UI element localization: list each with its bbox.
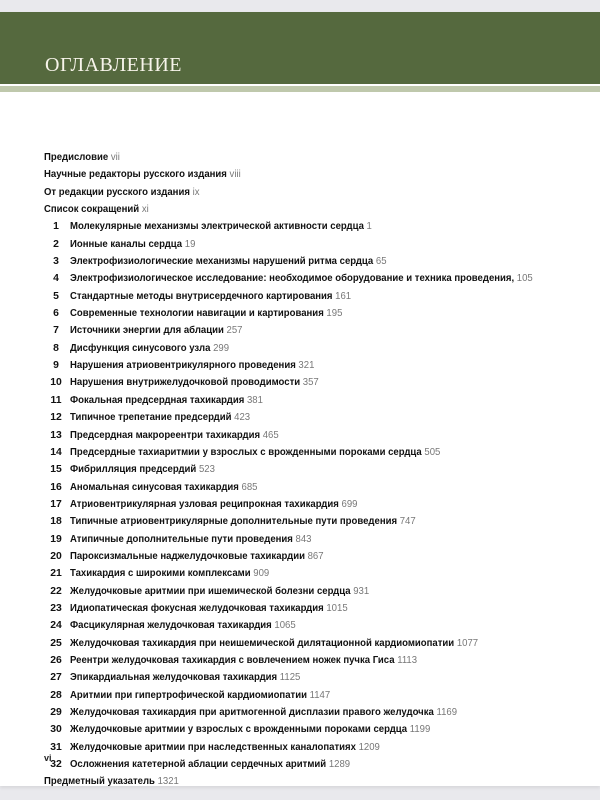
chapter-title: Электрофизиологические механизмы нарушений ритма сердца [70, 256, 374, 268]
toc-entry-title: Научные редакторы русского издания [44, 169, 227, 181]
chapter-entry[interactable] [44, 583, 584, 600]
chapter-title: Тахикардия с широкими комплексами [70, 568, 251, 580]
chapter-entry[interactable] [44, 513, 584, 530]
chapter-title: Аритмии при гипертрофической кардиомиопатии [70, 689, 307, 701]
chapter-page-number: 19 [184, 238, 196, 250]
chapter-number: 22 [50, 585, 62, 597]
chapter-page-number: 195 [326, 308, 343, 320]
chapter-page-number: 161 [335, 290, 352, 302]
toc-page-number: ix [192, 186, 200, 198]
chapter-title: Желудочковая тахикардия при аритмогенной дисплазии правого желудочка [70, 707, 434, 718]
chapter-page-number: 1125 [279, 672, 301, 684]
chapter-number: 11 [50, 394, 62, 406]
chapter-page-number: 1209 [358, 741, 380, 753]
toc-entry-title: Предметный указатель [44, 776, 155, 788]
chapter-text [70, 669, 300, 686]
chapter-page-number: 843 [295, 533, 312, 545]
chapter-title: Современные технологии навигации и картирования [70, 308, 324, 320]
chapter-page-number: 699 [341, 498, 358, 510]
chapter-title: Реентри желудочковая тахикардия с вовлечением ножек пучка Гиса [70, 654, 395, 666]
chapter-page-number: 1065 [274, 620, 296, 632]
chapter-entry[interactable] [44, 669, 584, 686]
chapter-text [70, 322, 242, 339]
chapter-number: 9 [53, 360, 59, 372]
chapter-entry[interactable] [44, 218, 584, 235]
chapter-page-number: 1169 [436, 707, 458, 718]
chapter-entry[interactable] [44, 427, 584, 444]
chapter-number: 8 [53, 342, 59, 354]
chapter-number: 20 [50, 550, 62, 562]
chapter-number: 13 [50, 429, 62, 441]
chapter-number: 32 [50, 759, 62, 771]
chapter-page-number: 909 [253, 568, 270, 580]
chapter-text [70, 496, 357, 513]
chapter-number: 16 [50, 481, 62, 493]
chapter-page-number: 523 [198, 464, 215, 476]
chapter-number: 28 [50, 689, 62, 701]
toc-page-number: xi [141, 204, 149, 216]
toc-entry[interactable] [44, 773, 584, 790]
toc-entry[interactable] [44, 166, 584, 183]
chapter-title: Типичные атриовентрикулярные дополнительные пути проведения [70, 516, 398, 528]
chapter-text [70, 583, 369, 600]
chapter-text [70, 687, 330, 704]
toc-entry-title: Предисловие [44, 152, 109, 163]
chapter-text [70, 374, 319, 391]
chapter-page-number: 1289 [328, 759, 351, 771]
toc-page-number: 1321 [157, 776, 179, 788]
chapter-page-number: 299 [213, 342, 230, 354]
chapter-text [70, 635, 478, 652]
chapter-number: 17 [50, 498, 62, 510]
chapter-entry[interactable] [44, 409, 584, 426]
chapter-page-number: 1199 [409, 724, 431, 736]
chapter-text [70, 270, 533, 287]
chapter-text [70, 565, 269, 582]
chapter-page-number: 1015 [326, 602, 348, 614]
chapter-text [70, 444, 440, 461]
table-of-contents [44, 149, 584, 791]
chapter-text [70, 340, 229, 357]
chapter-number: 10 [50, 377, 62, 389]
chapter-page-number: 105 [516, 273, 533, 285]
chapter-page-number: 747 [399, 516, 416, 528]
chapter-title: Нарушения атриовентрикулярного проведения [70, 360, 296, 372]
chapter-number: 25 [50, 637, 62, 649]
chapter-text [70, 288, 351, 305]
chapter-title: Фокальная предсердная тахикардия [70, 394, 245, 406]
chapter-title: Желудочковые аритмии при ишемической болезни сердца [70, 585, 351, 597]
chapter-page-number: 465 [262, 429, 279, 441]
toc-entry[interactable] [44, 184, 584, 201]
chapter-number: 4 [53, 273, 59, 285]
chapter-entry[interactable] [44, 548, 584, 565]
toc-entry[interactable] [44, 201, 584, 218]
chapter-text [70, 218, 372, 235]
chapter-text [70, 513, 416, 530]
chapter-entry[interactable] [44, 687, 584, 704]
chapter-number: 12 [50, 412, 62, 424]
chapter-text [70, 704, 457, 721]
chapter-entry[interactable] [44, 531, 584, 548]
chapter-title: Осложнения катетерной аблации сердечных аритмий [70, 759, 327, 771]
toc-entry-text [44, 184, 199, 201]
chapter-number: 6 [53, 308, 59, 320]
chapter-number: 14 [50, 446, 62, 458]
chapter-page-number: 321 [298, 360, 315, 372]
chapter-entry[interactable] [44, 288, 584, 305]
chapter-entry[interactable] [44, 565, 584, 582]
chapter-number: 30 [50, 724, 62, 736]
chapter-entry[interactable] [44, 357, 584, 374]
chapter-title: Эпикардиальная желудочковая тахикардия [70, 672, 278, 684]
chapter-page-number: 381 [246, 394, 263, 406]
chapter-entry[interactable] [44, 721, 584, 738]
chapter-page-number: 1 [366, 221, 372, 233]
chapter-page-number: 931 [353, 585, 370, 597]
chapter-number: 24 [50, 620, 62, 632]
chapter-page-number: 423 [234, 412, 251, 424]
chapter-entry[interactable] [44, 340, 584, 357]
chapter-text [70, 756, 350, 773]
chapter-entry[interactable] [44, 635, 584, 652]
chapter-title: Аномальная синусовая тахикардия [70, 481, 239, 493]
chapter-number: 2 [53, 238, 59, 250]
chapter-page-number: 685 [241, 481, 258, 493]
chapter-entry[interactable] [44, 392, 584, 409]
chapter-text [70, 253, 387, 270]
chapter-title: Фасцикулярная желудочковая тахикардия [70, 620, 272, 632]
chapter-title: Желудочковая тахикардия при неишемической дилятационной кардиомиопатии [70, 637, 455, 649]
chapter-number: 27 [50, 672, 62, 684]
chapter-title: Желудочковые аритмии у взрослых с врожденными пороками сердца [70, 724, 408, 736]
toc-entry-text [44, 166, 241, 183]
chapter-page-number: 257 [226, 325, 243, 337]
chapter-page-number: 1077 [456, 637, 479, 649]
chapter-title: Атриовентрикулярная узловая реципрокная тахикардия [70, 498, 339, 510]
chapter-text [70, 461, 215, 478]
chapter-text [70, 427, 279, 444]
chapter-title: Ионные каналы сердца [70, 238, 183, 250]
chapter-entry[interactable] [44, 374, 584, 391]
chapter-title: Нарушения внутрижелудочковой проводимости [70, 377, 301, 389]
toc-page-number: vii [110, 152, 120, 163]
chapter-title: Молекулярные механизмы электрической активности сердца [70, 221, 364, 233]
chapter-number: 1 [53, 221, 59, 233]
toc-entry-title: Список сокращений [44, 204, 140, 216]
header-band [0, 12, 600, 84]
chapter-entry[interactable] [44, 652, 584, 669]
chapter-text [70, 548, 324, 565]
chapter-text [70, 236, 195, 253]
chapter-entry[interactable] [44, 270, 584, 287]
chapter-text [70, 305, 342, 322]
chapter-entry[interactable] [44, 305, 584, 322]
chapter-entry[interactable] [44, 617, 584, 634]
toc-entry[interactable] [44, 149, 584, 166]
chapter-entry[interactable] [44, 253, 584, 270]
chapter-number: 23 [50, 602, 62, 614]
chapter-entry[interactable] [44, 322, 584, 339]
page-folio: vi [44, 753, 52, 763]
chapter-text [70, 392, 263, 409]
chapter-title: Желудочковые аритмии при наследственных каналопатиях [70, 741, 356, 753]
chapter-entry[interactable] [44, 461, 584, 478]
chapter-title: Фибрилляция предсердий [70, 464, 197, 476]
chapter-title: Идиопатическая фокусная желудочковая тахикардия [70, 602, 324, 614]
chapter-number: 21 [50, 568, 62, 580]
chapter-title: Дисфункция синусового узла [70, 342, 211, 354]
chapter-text [70, 721, 430, 738]
chapter-page-number: 1113 [397, 654, 418, 666]
back-matter [44, 773, 584, 790]
chapter-number: 31 [50, 741, 62, 753]
chapter-text [70, 479, 257, 496]
book-page [0, 12, 600, 786]
chapter-title: Типичное трепетание предсердий [70, 412, 232, 424]
chapter-text [70, 652, 417, 669]
chapter-title: Предсердная макрореентри тахикардия [70, 429, 261, 441]
chapter-text [70, 600, 348, 617]
chapter-number: 18 [50, 516, 62, 528]
chapter-number: 7 [53, 325, 59, 337]
chapter-page-number: 357 [302, 377, 319, 389]
chapter-entry[interactable] [44, 756, 584, 773]
chapter-number: 19 [50, 533, 62, 545]
chapter-page-number: 65 [375, 256, 387, 268]
chapter-title: Пароксизмальные наджелудочковые тахикардии [70, 550, 305, 562]
toc-entry-text [44, 201, 149, 218]
toc-entry-title: От редакции русского издания [44, 186, 190, 198]
chapter-number: 3 [53, 256, 59, 268]
chapter-entry[interactable] [44, 600, 584, 617]
chapter-number: 5 [53, 290, 59, 302]
chapter-list [44, 218, 584, 773]
chapter-text [70, 617, 296, 634]
chapter-entry[interactable] [44, 444, 584, 461]
chapter-entry[interactable] [44, 496, 584, 513]
chapter-page-number: 1147 [309, 689, 331, 701]
chapter-text [70, 357, 314, 374]
chapter-entry[interactable] [44, 704, 584, 721]
front-matter [44, 149, 584, 218]
chapter-title: Предсердные тахиаритмии у взрослых с врожденными пороками сердца [70, 446, 422, 458]
toc-entry-text [44, 773, 179, 790]
chapter-text [70, 531, 311, 548]
chapter-title: Атипичные дополнительные пути проведения [70, 533, 293, 545]
chapter-text [70, 739, 380, 756]
header-rule [0, 86, 600, 92]
chapter-number: 15 [50, 464, 62, 476]
page-title: ОГЛАВЛЕНИЕ [45, 54, 182, 76]
chapter-page-number: 867 [307, 550, 324, 562]
chapter-number: 26 [50, 654, 62, 666]
chapter-text [70, 409, 250, 426]
chapter-title: Источники энергии для аблации [70, 325, 224, 337]
chapter-title: Стандартные методы внутрисердечного картирования [70, 290, 333, 302]
chapter-entry[interactable] [44, 236, 584, 253]
chapter-number: 29 [50, 707, 62, 718]
toc-entry-text [44, 149, 120, 166]
chapter-entry[interactable] [44, 739, 584, 756]
chapter-page-number: 505 [424, 446, 441, 458]
chapter-entry[interactable] [44, 479, 584, 496]
chapter-title: Электрофизиологическое исследование: необходимое оборудование и техника проведения, [70, 273, 515, 285]
toc-page-number: viii [229, 169, 241, 181]
